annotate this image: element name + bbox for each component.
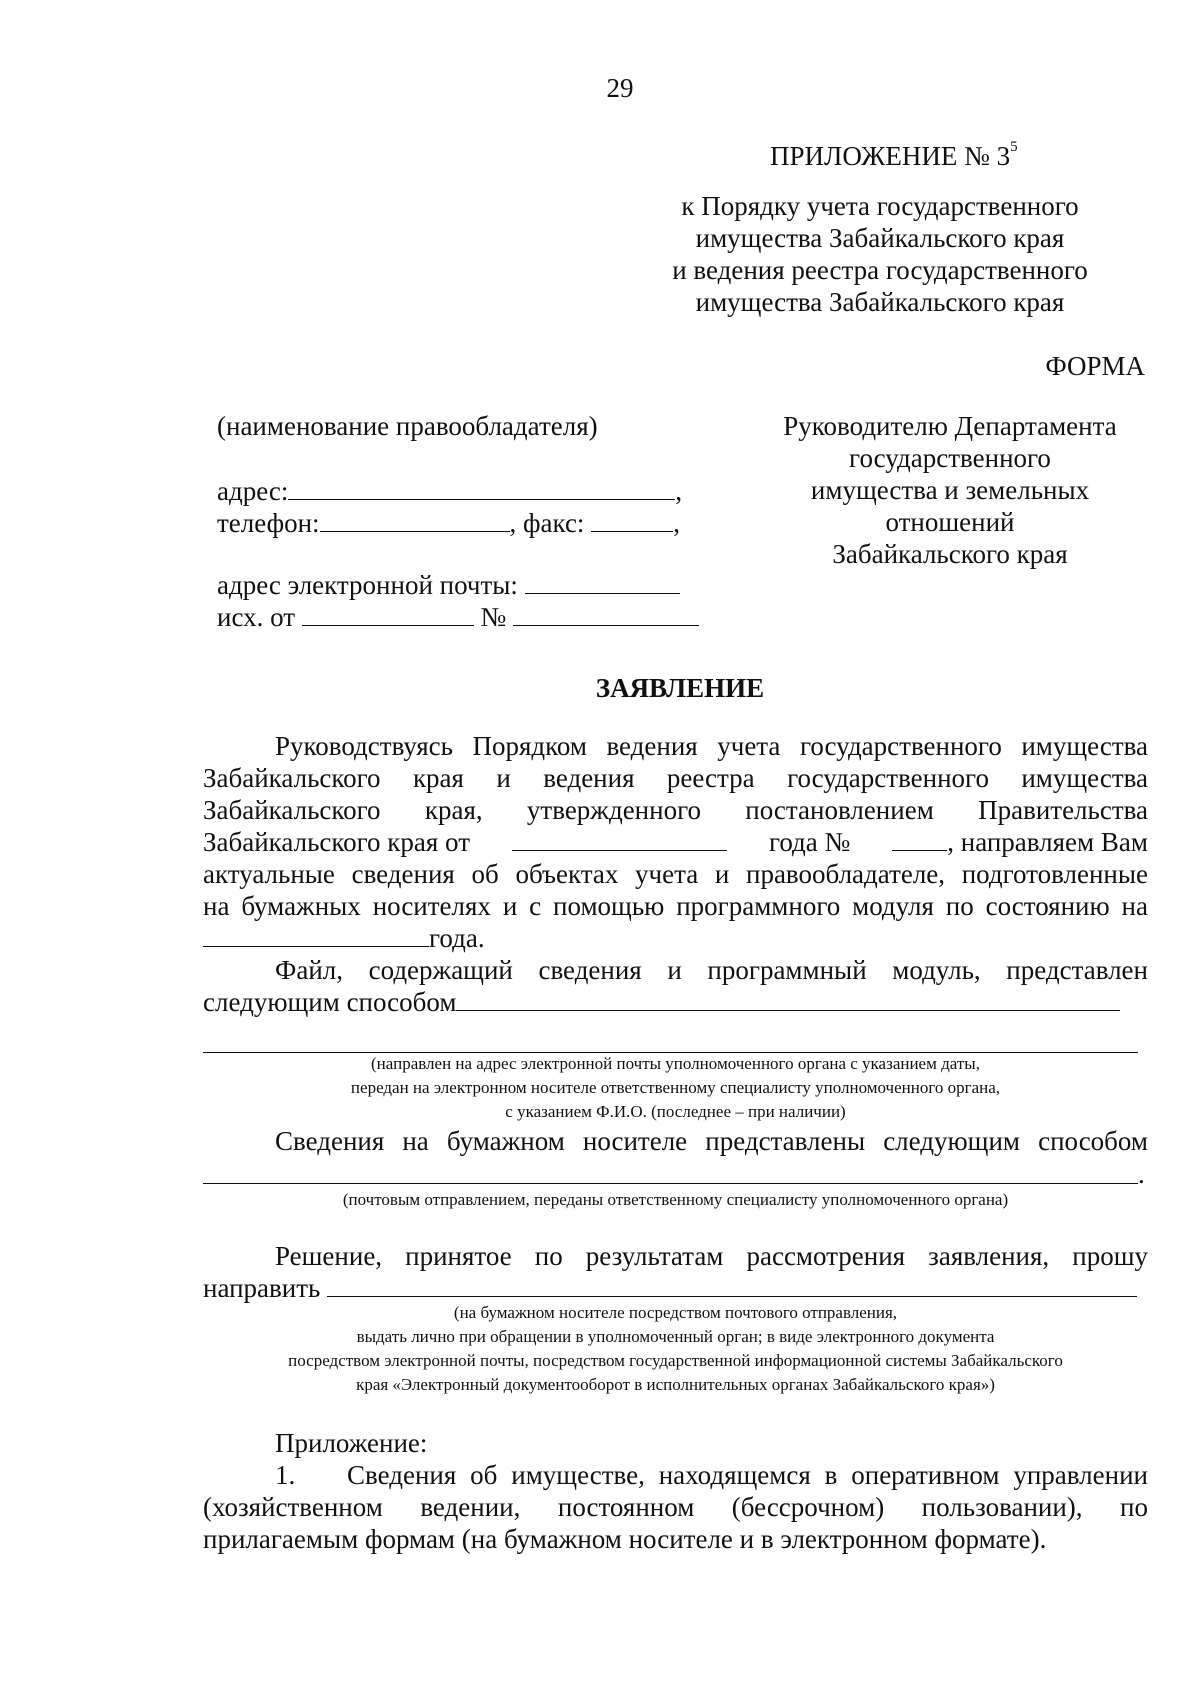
note-line: передан на электронном носителе ответственному специалисту уполномоченного органа, — [350, 1078, 1001, 1097]
attachment-1-line: прилагаемым формам (на бумажном носителе и в электронном формате). — [203, 1524, 1047, 1554]
p1-line-7 — [203, 922, 1148, 954]
outgoing-ref-label: исх. от — [217, 602, 296, 632]
attachment-1-line: (хозяйственном ведении, постоянном (бессрочном) пользовании), по — [203, 1492, 1148, 1522]
p2-line: Файл, содержащий сведения и программный модуль, представлен — [275, 955, 1148, 985]
p4-l2: направить — [203, 1273, 321, 1303]
phone-fax-row — [217, 507, 737, 539]
note-line: края «Электронный документооборот в исполнительных органах Забайкальского края») — [356, 1375, 995, 1394]
note-line: (направлен на адрес электронной почты уполномоченного органа с указанием даты, — [371, 1054, 980, 1073]
p4-line-2 — [203, 1272, 1148, 1304]
p1-l4-b: года № — [768, 827, 851, 857]
sender-name-hint: (наименование правообладателя) — [217, 411, 598, 441]
fax-label: , факс: — [509, 508, 585, 538]
address-field[interactable] — [288, 475, 675, 500]
recipient-line: отношений — [885, 507, 1015, 537]
attachment-1-text: Сведения об имуществе, находящемся в оперативном управлении — [347, 1460, 1148, 1490]
p3-line: Сведения на бумажном носителе представлены следующим способом — [275, 1126, 1148, 1156]
fax-tail: , — [673, 508, 680, 538]
p4-line: Решение, принятое по результатам рассмотрения заявления, прошу — [275, 1241, 1148, 1271]
sender-block — [217, 410, 737, 633]
p1-l7: года. — [429, 923, 485, 953]
document-heading: ЗАЯВЛЕНИЕ — [595, 673, 765, 703]
attachment-1-line-1 — [203, 1459, 1148, 1491]
attachments — [203, 1427, 1148, 1555]
p1-line-4 — [203, 826, 1148, 858]
resolution-date-field[interactable] — [512, 826, 727, 851]
outgoing-number-field[interactable] — [513, 601, 699, 626]
order-ref-line: имущества Забайкальского края — [695, 287, 1065, 317]
paragraph-2 — [203, 954, 1148, 1018]
fax-field[interactable] — [591, 507, 673, 532]
p2-note — [203, 1052, 1148, 1124]
p1-line: актуальные сведения об объектах учета и правообладателе, подготовленные — [203, 859, 1148, 889]
state-date-field[interactable] — [203, 922, 429, 947]
paragraph-4 — [203, 1240, 1148, 1304]
paragraph-3 — [203, 1125, 1148, 1157]
outgoing-number-label: № — [480, 602, 507, 632]
form-label: ФОРМА — [1045, 351, 1145, 381]
order-reference — [640, 190, 1120, 318]
p1-line: Руководствуясь Порядком ведения учета государственного имущества — [275, 731, 1148, 761]
recipient-line: Руководителю Департамента — [783, 411, 1117, 441]
appendix-superscript: 5 — [1010, 139, 1018, 155]
appendix-title-text: ПРИЛОЖЕНИЕ № 3 — [770, 141, 1011, 171]
paragraph-1 — [203, 730, 1148, 954]
p4-note — [203, 1301, 1148, 1397]
email-label: адрес электронной почты: — [217, 570, 518, 600]
email-field[interactable] — [525, 569, 680, 594]
recipient-block — [760, 410, 1140, 570]
attachment-1-number: 1. — [275, 1460, 296, 1490]
email-row — [217, 569, 737, 601]
outgoing-date-field[interactable] — [302, 601, 474, 626]
p1-l4-c: , направляем Вам — [947, 827, 1148, 857]
appendix-title — [770, 140, 1018, 172]
p2-line-2 — [203, 986, 1148, 1018]
p2-l2: следующим способом — [203, 987, 457, 1017]
page-number: 29 — [606, 73, 634, 103]
order-ref-line: к Порядку учета государственного — [681, 191, 1079, 221]
outgoing-ref-row — [217, 601, 737, 633]
p1-line: Забайкальского края, утвержденного постановлением Правительства — [203, 795, 1148, 825]
p1-line: Забайкальского края и ведения реестра государственного имущества — [203, 763, 1148, 793]
address-row — [217, 475, 737, 507]
attachments-label: Приложение: — [275, 1428, 428, 1458]
p3-note: (почтовым отправлением, переданы ответственному специалисту уполномоченного органа) — [342, 1190, 1009, 1209]
note-line: (на бумажном носителе посредством почтового отправления, — [453, 1303, 898, 1322]
paper-delivery-dot: . — [1138, 1159, 1145, 1189]
address-tail: , — [675, 476, 683, 506]
paper-delivery-line — [203, 1183, 1138, 1184]
note-line: выдать лично при обращении в уполномоченный орган; в виде электронного документа — [356, 1327, 995, 1346]
p1-l4-a: Забайкальского края от — [203, 827, 470, 857]
note-line: посредством электронной почты, посредством государственной информационной системы Забайкальского — [288, 1351, 1063, 1370]
recipient-line: имущества и земельных — [810, 475, 1090, 505]
note-line: с указанием Ф.И.О. (последнее – при наличии) — [505, 1102, 846, 1121]
recipient-line: государственного — [849, 443, 1051, 473]
address-label: адрес: — [217, 476, 289, 506]
file-delivery-field[interactable] — [456, 986, 1120, 1011]
decision-delivery-field[interactable] — [327, 1272, 1137, 1297]
order-ref-line: имущества Забайкальского края — [695, 223, 1065, 253]
phone-field[interactable] — [320, 507, 510, 532]
p1-line: на бумажных носителях и с помощью программного модуля по состоянию на — [203, 891, 1148, 921]
order-ref-line: и ведения реестра государственного — [672, 255, 1088, 285]
resolution-number-field[interactable] — [892, 826, 947, 851]
recipient-line: Забайкальского края — [832, 539, 1068, 569]
phone-label: телефон: — [217, 508, 320, 538]
